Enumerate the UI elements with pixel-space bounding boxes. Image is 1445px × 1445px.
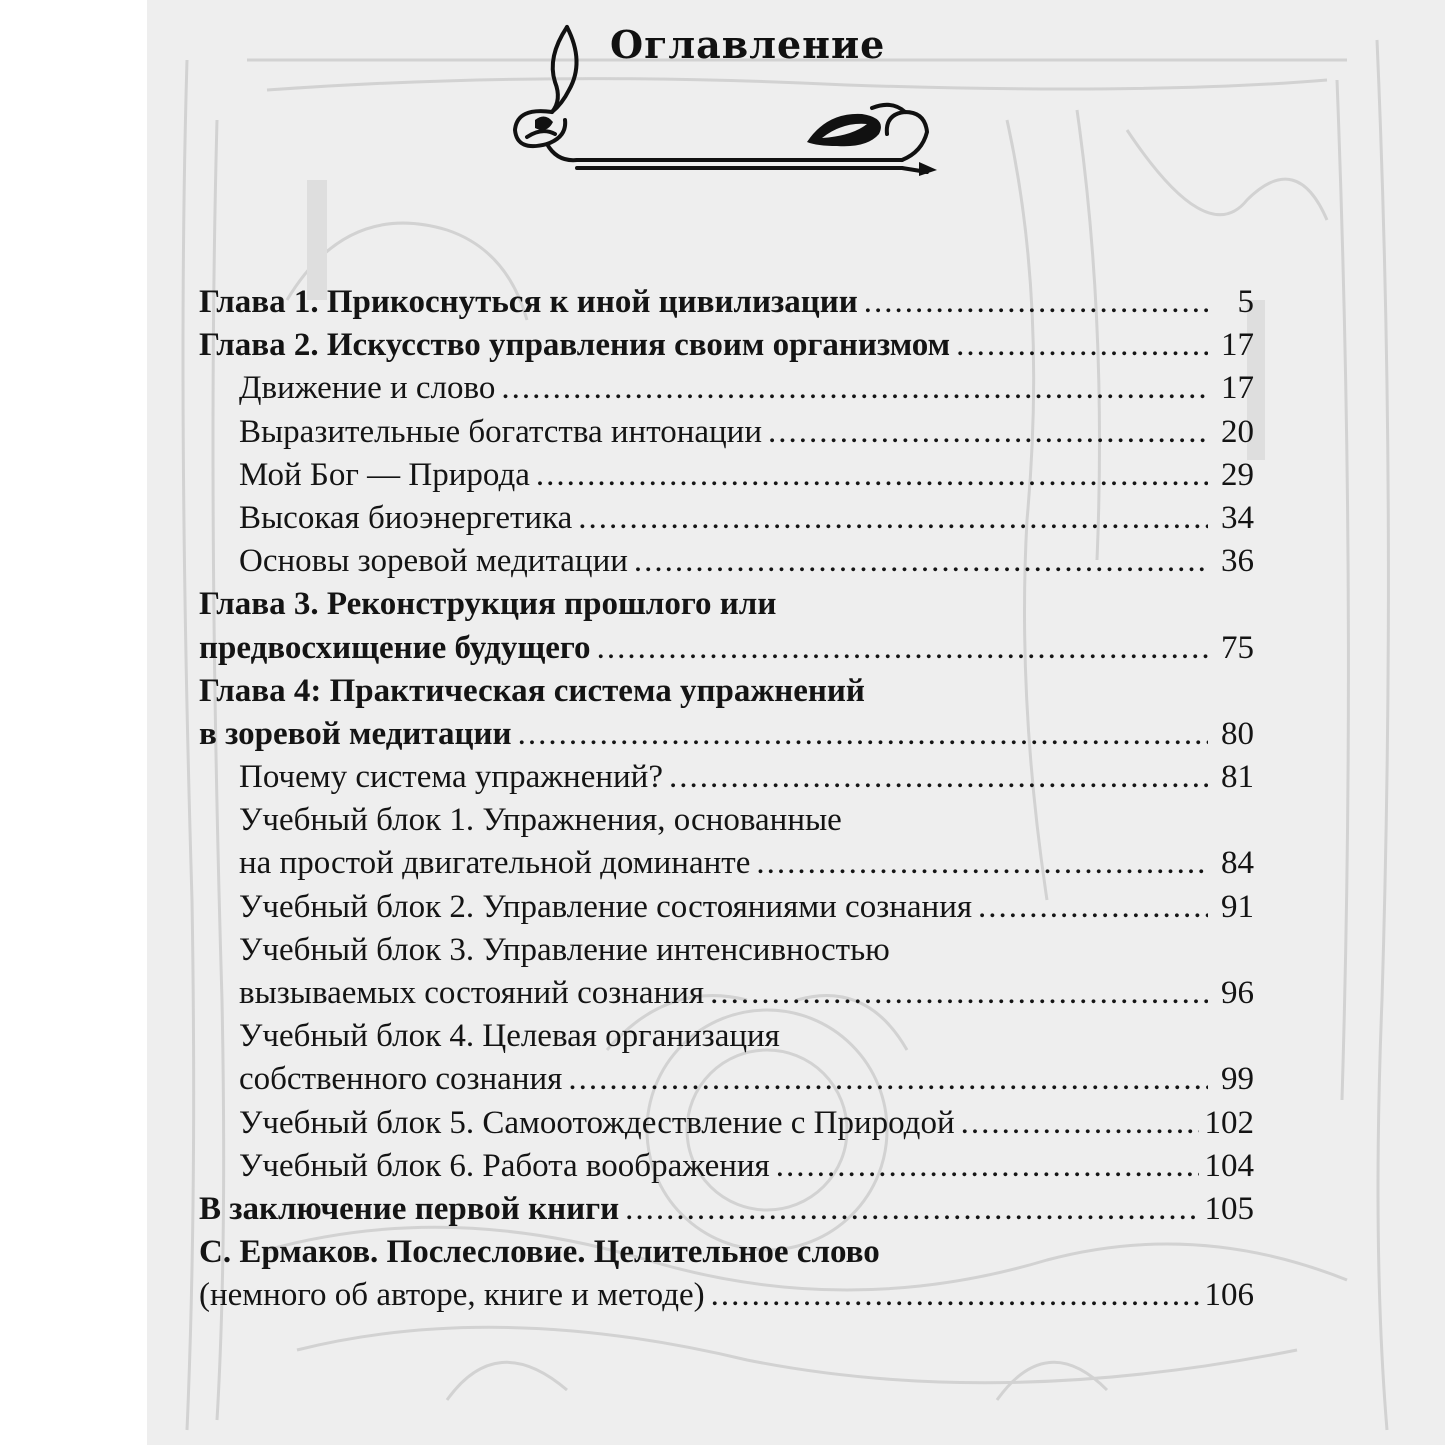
toc-entry-page-number: 75 bbox=[1221, 629, 1254, 666]
toc-entry bbox=[199, 583, 1254, 626]
toc-entry-title: В заключение первой книги bbox=[199, 1190, 620, 1227]
toc-entry bbox=[199, 886, 1254, 929]
dot-leader bbox=[518, 713, 1208, 756]
dot-leader bbox=[710, 972, 1208, 1015]
dot-leader bbox=[756, 842, 1208, 885]
toc-entry bbox=[199, 411, 1254, 454]
toc-entry-page-number: 91 bbox=[1221, 888, 1254, 925]
toc-entry-title: Учебный блок 3. Управление интенсивностью bbox=[239, 931, 890, 968]
toc-entry-page-number: 81 bbox=[1221, 759, 1254, 796]
toc-entry-title: Глава 2. Искусство управления своим организмом bbox=[199, 327, 951, 364]
toc-entry-title: Учебный блок 6. Работа воображения bbox=[239, 1147, 770, 1184]
toc-entry bbox=[199, 454, 1254, 497]
dot-leader bbox=[568, 1058, 1208, 1101]
dot-leader bbox=[711, 1274, 1199, 1317]
dot-leader bbox=[634, 540, 1208, 583]
toc-entry-title: Глава 4: Практическая система упражнений bbox=[199, 672, 865, 709]
toc-entry bbox=[199, 1145, 1254, 1188]
dot-leader bbox=[978, 886, 1208, 929]
dot-leader bbox=[501, 367, 1208, 410]
toc-entry-title: (немного об авторе, книге и методе) bbox=[199, 1277, 705, 1314]
toc-entry bbox=[199, 627, 1254, 670]
dot-leader bbox=[961, 1102, 1199, 1145]
toc-entry-page-number: 105 bbox=[1204, 1190, 1254, 1227]
toc-entry-page-number: 102 bbox=[1204, 1104, 1254, 1141]
toc-entry-title: собственного сознания bbox=[239, 1061, 563, 1098]
toc-entry bbox=[199, 713, 1254, 756]
toc-entry bbox=[199, 540, 1254, 583]
toc-entry bbox=[199, 929, 1254, 972]
toc-entry-title: Учебный блок 1. Упражнения, основанные bbox=[239, 802, 842, 839]
toc-entry-page-number: 20 bbox=[1221, 413, 1254, 450]
toc-entry-title: в зоревой медитации bbox=[199, 715, 512, 752]
toc-entry-title: на простой двигательной доминанте bbox=[239, 845, 751, 882]
dot-leader bbox=[669, 756, 1208, 799]
dot-leader bbox=[578, 497, 1208, 540]
toc-entry-page-number: 36 bbox=[1221, 543, 1254, 580]
dot-leader bbox=[625, 1188, 1198, 1231]
toc-entry bbox=[199, 1102, 1254, 1145]
toc-entry-page-number: 29 bbox=[1221, 456, 1254, 493]
dot-leader bbox=[536, 454, 1208, 497]
toc-entry-title: Высокая биоэнергетика bbox=[239, 499, 573, 536]
toc-entry-title: Мой Бог — Природа bbox=[239, 456, 530, 493]
toc-entry-title: С. Ермаков. Послесловие. Целительное слово bbox=[199, 1234, 880, 1271]
toc-entry bbox=[199, 670, 1254, 713]
toc-entry-title: Основы зоревой медитации bbox=[239, 543, 628, 580]
toc-entry bbox=[199, 281, 1254, 324]
toc-entry-page-number: 104 bbox=[1204, 1147, 1254, 1184]
toc-entry-page-number: 17 bbox=[1221, 327, 1254, 364]
toc-entry bbox=[199, 1015, 1254, 1058]
toc-entry-title: Движение и слово bbox=[239, 370, 496, 407]
book-page bbox=[147, 0, 1445, 1445]
toc-entry bbox=[199, 842, 1254, 885]
toc-entry-title: Учебный блок 2. Управление состояниями сознания bbox=[239, 888, 973, 925]
toc-entry bbox=[199, 324, 1254, 367]
toc-entry-title: Учебный блок 5. Самоотождествление с Природой bbox=[239, 1104, 955, 1141]
toc-entry bbox=[199, 1058, 1254, 1101]
toc-entry-title: вызываемых состояний сознания bbox=[239, 975, 705, 1011]
toc-entry-title: Глава 1. Прикоснуться к иной цивилизации bbox=[199, 284, 858, 320]
toc-entry-page-number: 99 bbox=[1221, 1061, 1254, 1098]
toc-entry bbox=[199, 1188, 1254, 1231]
toc-entry bbox=[199, 799, 1254, 842]
toc-entry bbox=[199, 756, 1254, 799]
toc-entry-page-number: 96 bbox=[1221, 975, 1254, 1011]
table-of-contents bbox=[199, 281, 1254, 1318]
toc-entry-title: Глава 3. Реконструкция прошлого или bbox=[199, 586, 777, 623]
dot-leader bbox=[597, 627, 1208, 670]
toc-entry-page-number: 5 bbox=[1237, 284, 1254, 320]
toc-entry-page-number: 84 bbox=[1221, 845, 1254, 882]
toc-entry-title: предвосхищение будущего bbox=[199, 629, 591, 666]
toc-entry-title: Выразительные богатства интонации bbox=[239, 413, 762, 450]
toc-entry bbox=[199, 497, 1254, 540]
toc-entry bbox=[199, 367, 1254, 410]
dot-leader bbox=[776, 1145, 1199, 1188]
toc-entry-page-number: 80 bbox=[1221, 715, 1254, 752]
toc-entry-title: Учебный блок 4. Целевая организация bbox=[239, 1018, 780, 1055]
toc-entry-title: Почему система упражнений? bbox=[239, 759, 663, 796]
toc-entry-page-number: 34 bbox=[1221, 499, 1254, 536]
dot-leader bbox=[768, 411, 1208, 454]
toc-entry-page-number: 17 bbox=[1221, 370, 1254, 407]
page-title: Оглавление bbox=[610, 22, 886, 67]
dot-leader bbox=[864, 281, 1208, 324]
dot-leader bbox=[956, 324, 1208, 367]
toc-entry bbox=[199, 1231, 1254, 1274]
toc-entry-page-number: 106 bbox=[1204, 1277, 1254, 1314]
toc-entry bbox=[199, 1274, 1254, 1317]
toc-entry bbox=[199, 972, 1254, 1015]
